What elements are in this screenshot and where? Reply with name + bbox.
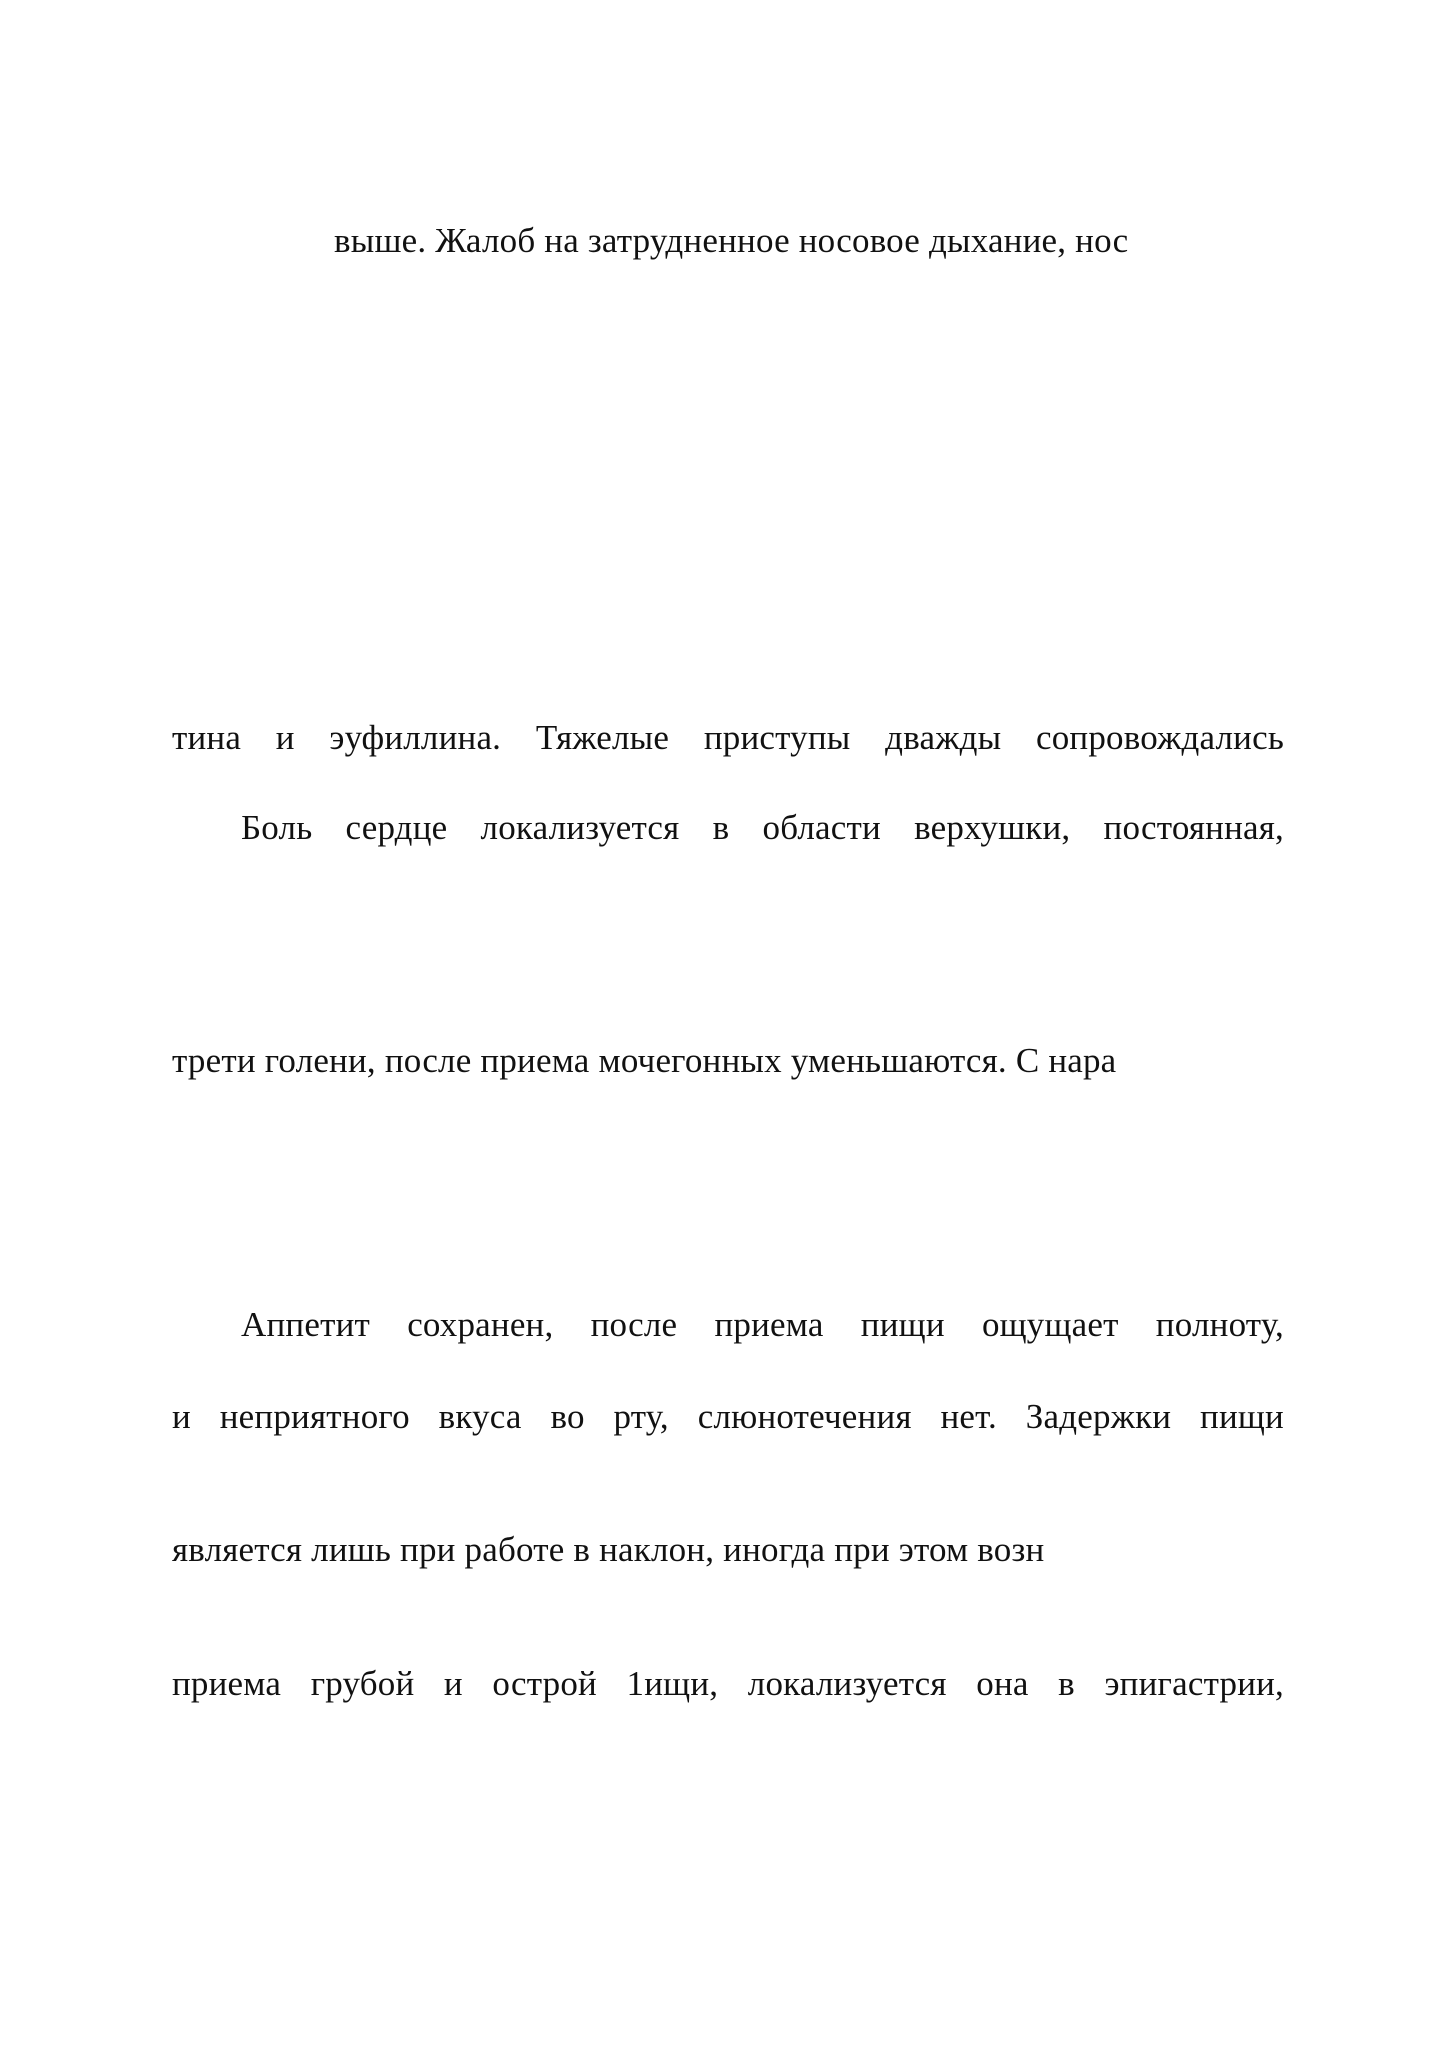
text-line-7: является лишь при работе в наклон, иногда при этом возн [172, 1530, 1045, 1569]
text-line-1: выше. Жалоб на затрудненное носовое дыхание, нос [334, 221, 1129, 260]
text-line-6: и неприятного вкуса во рту, слюнотечения нет. Задержки пищи [172, 1397, 1284, 1436]
text-line-4: трети голени, после приема мочегонных уменьшаются. С нара [172, 1041, 1117, 1080]
text-line-5: Аппетит сохранен, после приема пищи ощущает полноту, [241, 1305, 1284, 1344]
text-line-2: тина и эуфиллина. Тяжелые приступы дважды сопровождались [172, 718, 1284, 757]
text-line-8: приема грубой и острой 1ищи, локализуется она в эпигастрии, [172, 1664, 1284, 1703]
text-line-3: Боль сердце локализуется в области верхушки, постоянная, [241, 808, 1284, 847]
